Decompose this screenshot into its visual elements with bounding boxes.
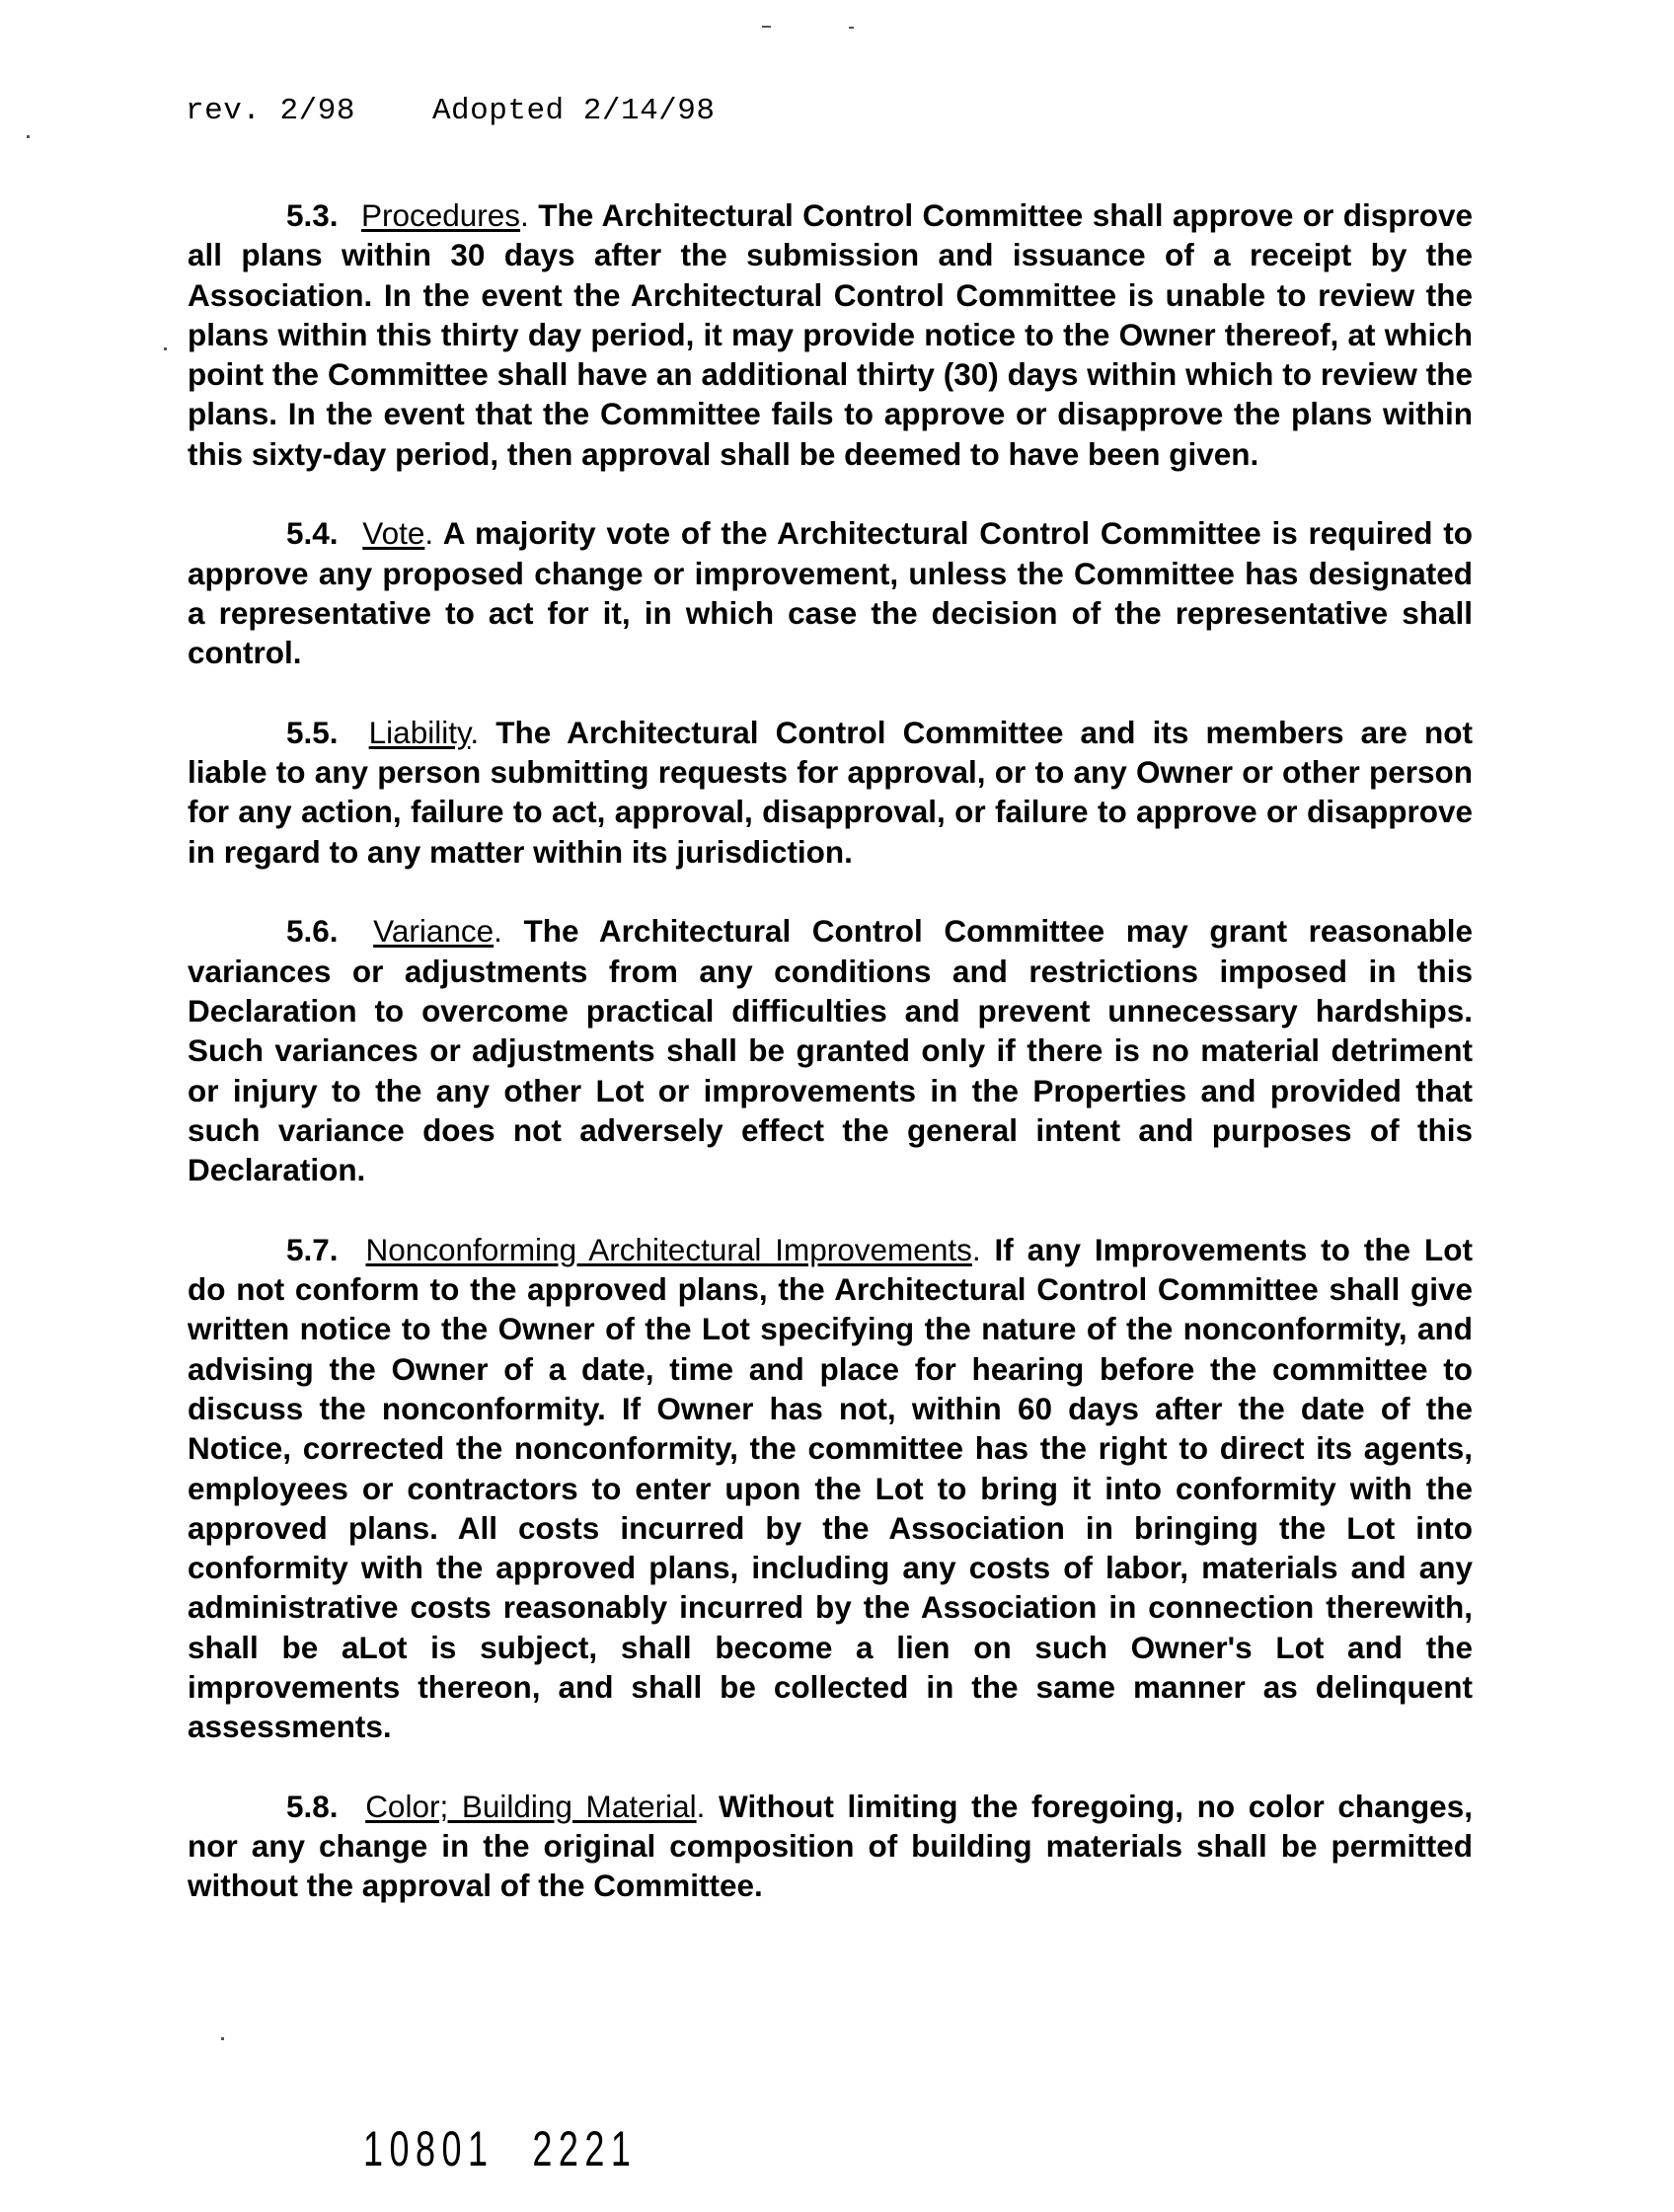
section-number: 5.4. (286, 515, 339, 552)
page-number: 2221 (532, 2121, 638, 2176)
section-heading: Variance (373, 913, 495, 950)
section-number: 5.3. (286, 197, 339, 233)
section-body: The Architectural Control Committee and its members are not liable to any person submitting requests for approval, or to any Owner or other person for any action, failure to act, approval, disapproval, or failure to approve or disapprove in regard to any matter within its jurisdiction. (188, 714, 1473, 870)
document-body (188, 195, 1473, 1945)
section-body: Without limiting the foregoing, no color changes, nor any change in the original composition of building materials shall be permitted without the approval of the Committee. (188, 1788, 1473, 1904)
scan-speck (849, 27, 854, 29)
scan-speck (221, 2037, 224, 2040)
section-heading: Color; Building Material (365, 1788, 697, 1824)
section-heading: Liability (368, 714, 471, 750)
section-number: 5.5. (286, 714, 339, 750)
section-5-6: 5.6. Variance. The Architectural Control Committee may grant reasonable variances or adjustments from any conditions and restrictions imposed in this Declaration to overcome practical difficulties and prevent unnecessary hardships. Such variances or adjustments shall be granted only if there is no material detriment or injury to the any other Lot or improvements in the Properties and provided that such variance does not adversely effect the general intent and purposes of this Declaration. (188, 913, 1473, 1188)
section-5-3: 5.3. Procedures. The Architectural Control Committee shall approve or disprove all plans within 30 days after the submission and issuance of a receipt by the Association. In the event the Architectural Control Committee is unable to review the plans within this thirty day period, it may provide notice to the Owner thereof, at which point the Committee shall have an additional thirty (30) days within which to review the plans. In the event that the Committee fails to approve or disapprove the plans within this sixty-day period, then approval shall be deemed to have been given. (188, 197, 1473, 472)
section-5-7: 5.7. Nonconforming Architectural Improvements. If any Improvements to the Lot do not conform to the approved plans, the Architectural Control Committee shall give written notice to the Owner of the Lot specifying the nature of the nonconformity, and advising the Owner of a date, time and place for hearing before the committee to discuss the nonconformity. If Owner has not, within 60 days after the date of the Notice, corrected the nonconformity, the committee has the right to direct its agents, employees or contractors to enter upon the Lot to bring it into conformity with the approved plans. All costs incurred by the Association in bringing the Lot into conformity with the approved plans, including any costs of labor, materials and any administrative costs reasonably incurred by the Association in connection therewith, shall be aLot is subject, shall become a lien on such Owner's Lot and the improvements thereon, and shall be collected in the same manner as delinquent assessments. (188, 1231, 1473, 1745)
section-number: 5.7. (286, 1231, 339, 1267)
section-number: 5.8. (286, 1788, 339, 1824)
section-5-4: 5.4. Vote. A majority vote of the Architectural Control Committee is required to approve any proposed change or improvement, unless the Committee has designated a representative to act for it, in which case the decision of the representative shall control. (188, 515, 1473, 671)
section-5-5: 5.5. Liability. The Architectural Control Committee and its members are not liable to any person submitting requests for approval, or to any Owner or other person for any action, failure to act, approval, disapproval, or failure to approve or disapprove in regard to any matter within its jurisdiction. (188, 714, 1473, 870)
section-body: A majority vote of the Architectural Control Committee is required to approve any proposed change or improvement, unless the Committee has designated a representative to act for it, in which case the decision of the representative shall control. (188, 515, 1473, 671)
section-heading: Nonconforming Architectural Improvements (365, 1231, 972, 1267)
section-body: The Architectural Control Committee may grant reasonable variances or adjustments from any conditions and restrictions imposed in this Declaration to overcome practical difficulties and prevent unnecessary hardships. Such variances or adjustments shall be granted only if there is no material detriment or injury to the any other Lot or improvements in the Properties and provided that such variance does not adversely effect the general intent and purposes of this Declaration. (188, 913, 1473, 1188)
scan-speck (762, 26, 771, 28)
scan-speck (27, 135, 30, 138)
section-body: If any Improvements to the Lot do not conform to the approved plans, the Architectural Control Committee shall give written notice to the Owner of the Lot specifying the nature of the nonconformity, and advising the Owner of a date, time and place for hearing before the committee to discuss the nonconformity. If Owner has not, within 60 days after the date of the Notice, corrected the nonconformity, the committee has the right to direct its agents, employees or contractors to enter upon the Lot to bring it into conformity with the approved plans. All costs incurred by the Association in bringing the Lot into conformity with the approved plans, including any costs of labor, materials and any administrative costs reasonably incurred by the Association in connection therewith, shall be aLot is subject, shall become a lien on such Owner's Lot and the improvements thereon, and shall be collected in the same manner as delinquent assessments. (188, 1231, 1473, 1745)
revision-header (186, 94, 715, 128)
section-heading: Procedures (360, 197, 521, 233)
recording-stamp (363, 2120, 637, 2177)
scan-speck (164, 347, 167, 350)
section-body: The Architectural Control Committee shall approve or disprove all plans within 30 days after the submission and issuance of a receipt by the Association. In the event the Architectural Control Committee is unable to review the plans within this thirty day period, it may provide notice to the Owner thereof, at which point the Committee shall have an additional thirty (30) days within which to review the plans. In the event that the Committee fails to approve or disapprove the plans within this sixty-day period, then approval shall be deemed to have been given. (188, 197, 1473, 472)
section-5-8: 5.8. Color; Building Material. Without limiting the foregoing, no color changes, nor any change in the original composition of building materials shall be permitted without the approval of the Committee. (188, 1788, 1473, 1904)
section-heading: Vote (362, 515, 425, 552)
revision-label: rev. 2/98 (186, 94, 355, 128)
section-number: 5.6. (286, 913, 339, 950)
book-number: 10801 (363, 2121, 495, 2176)
adopted-date: Adopted 2/14/98 (431, 94, 716, 128)
